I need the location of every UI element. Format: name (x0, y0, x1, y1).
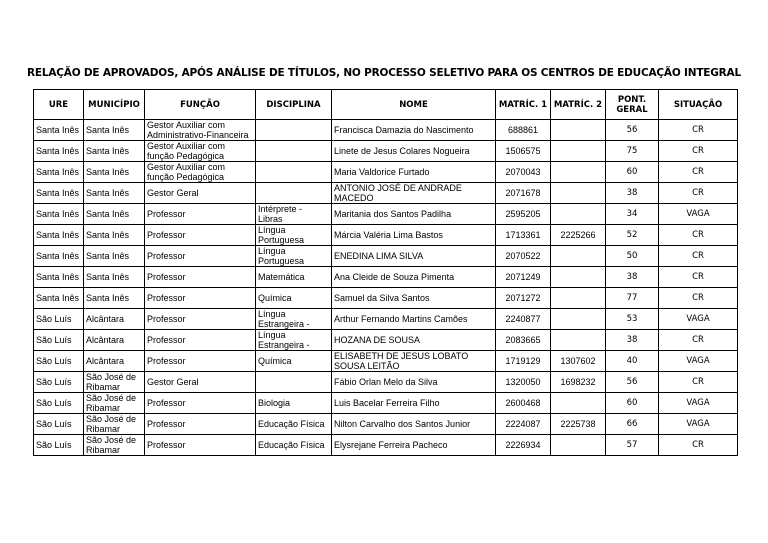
cell-disciplina (256, 372, 332, 393)
cell-disciplina: Química (256, 288, 332, 309)
cell-matric-1: 2070522 (496, 246, 551, 267)
cell-disciplina: Educação Física (256, 435, 332, 456)
table-row (34, 267, 738, 288)
cell-disciplina: Química (256, 351, 332, 372)
cell-pont-geral: 60 (606, 393, 659, 414)
cell-pont-geral: 38 (606, 183, 659, 204)
cell-matric-2 (551, 393, 606, 414)
cell-ure: Santa Inês (34, 267, 84, 288)
cell-nome: ENEDINA LIMA SILVA (332, 246, 496, 267)
cell-situacao: CR (659, 225, 738, 246)
cell-municipio: Santa Inês (84, 288, 145, 309)
col-header-matric-1: MATRÍC. 1 (496, 90, 551, 120)
cell-matric-1: 1506575 (496, 141, 551, 162)
table-row (34, 393, 738, 414)
cell-disciplina (256, 183, 332, 204)
cell-municipio: Santa Inês (84, 183, 145, 204)
cell-matric-1: 2224087 (496, 414, 551, 435)
cell-nome: ELISABETH DE JESUS LOBATO SOUSA LEITÃO (332, 351, 496, 372)
cell-ure: São Luís (34, 414, 84, 435)
table-body (34, 120, 738, 456)
table-row (34, 414, 738, 435)
table-row (34, 309, 738, 330)
cell-nome: Maritania dos Santos Padilha (332, 204, 496, 225)
cell-disciplina: Educação Física (256, 414, 332, 435)
table-row (34, 288, 738, 309)
cell-pont-geral: 50 (606, 246, 659, 267)
col-header-matric-2: MATRÍC. 2 (551, 90, 606, 120)
cell-funcao: Professor (145, 414, 256, 435)
cell-pont-geral: 56 (606, 120, 659, 141)
cell-disciplina: Língua Portuguesa (256, 225, 332, 246)
approved-table (33, 89, 738, 456)
cell-ure: São Luís (34, 393, 84, 414)
cell-pont-geral: 38 (606, 330, 659, 351)
cell-disciplina (256, 141, 332, 162)
cell-funcao: Professor (145, 330, 256, 351)
cell-matric-1: 1719129 (496, 351, 551, 372)
cell-funcao: Gestor Geral (145, 183, 256, 204)
cell-matric-1: 2226934 (496, 435, 551, 456)
table-row (34, 351, 738, 372)
cell-situacao: VAGA (659, 309, 738, 330)
cell-situacao: CR (659, 288, 738, 309)
cell-situacao: CR (659, 435, 738, 456)
table-row (34, 120, 738, 141)
header-row (34, 90, 738, 120)
cell-ure: Santa Inês (34, 225, 84, 246)
cell-situacao: CR (659, 267, 738, 288)
col-header-nome: NOME (332, 90, 496, 120)
cell-matric-1: 688861 (496, 120, 551, 141)
cell-municipio: Santa Inês (84, 120, 145, 141)
cell-disciplina (256, 120, 332, 141)
col-header-pont-geral: PONT. GERAL (606, 90, 659, 120)
cell-matric-1: 2071678 (496, 183, 551, 204)
cell-pont-geral: 52 (606, 225, 659, 246)
cell-situacao: VAGA (659, 393, 738, 414)
cell-municipio: Alcântara (84, 330, 145, 351)
cell-funcao: Professor (145, 246, 256, 267)
cell-situacao: CR (659, 141, 738, 162)
cell-ure: Santa Inês (34, 141, 84, 162)
col-header-municipio: MUNICÍPIO (84, 90, 145, 120)
cell-matric-1: 1713361 (496, 225, 551, 246)
cell-funcao: Professor (145, 204, 256, 225)
cell-situacao: CR (659, 246, 738, 267)
col-header-disciplina: DISCIPLINA (256, 90, 332, 120)
cell-matric-2 (551, 183, 606, 204)
cell-nome: Arthur Fernando Martins Camões (332, 309, 496, 330)
cell-situacao: CR (659, 120, 738, 141)
table-row (34, 162, 738, 183)
cell-disciplina: Língua Estrangeira - (256, 330, 332, 351)
cell-municipio: Santa Inês (84, 204, 145, 225)
cell-nome: Francisca Damazia do Nascimento (332, 120, 496, 141)
cell-municipio: Santa Inês (84, 162, 145, 183)
cell-matric-2 (551, 288, 606, 309)
cell-matric-1: 2071249 (496, 267, 551, 288)
cell-funcao: Gestor Geral (145, 372, 256, 393)
cell-pont-geral: 40 (606, 351, 659, 372)
cell-pont-geral: 53 (606, 309, 659, 330)
cell-situacao: CR (659, 330, 738, 351)
table-row (34, 183, 738, 204)
cell-ure: São Luís (34, 372, 84, 393)
table-row (34, 225, 738, 246)
cell-funcao: Professor (145, 435, 256, 456)
col-header-situacao: SITUAÇÃO (659, 90, 738, 120)
cell-funcao: Gestor Auxiliar com função Pedagógica (145, 141, 256, 162)
cell-disciplina: Intérprete - Libras (256, 204, 332, 225)
table-row (34, 372, 738, 393)
cell-matric-2 (551, 246, 606, 267)
cell-nome: Márcia Valéria Lima Bastos (332, 225, 496, 246)
cell-pont-geral: 34 (606, 204, 659, 225)
cell-matric-2 (551, 309, 606, 330)
cell-matric-1: 2070043 (496, 162, 551, 183)
cell-funcao: Professor (145, 267, 256, 288)
cell-matric-2: 2225738 (551, 414, 606, 435)
cell-nome: Maria Valdorice Furtado (332, 162, 496, 183)
cell-nome: HOZANA DE SOUSA (332, 330, 496, 351)
cell-municipio: Alcântara (84, 309, 145, 330)
cell-ure: São Luís (34, 309, 84, 330)
cell-nome: Elysrejane Ferreira Pacheco (332, 435, 496, 456)
cell-matric-1: 1320050 (496, 372, 551, 393)
cell-municipio: Alcântara (84, 351, 145, 372)
cell-situacao: CR (659, 162, 738, 183)
cell-nome: Fábio Orlan Melo da Silva (332, 372, 496, 393)
col-header-ure: URE (34, 90, 84, 120)
cell-ure: Santa Inês (34, 162, 84, 183)
cell-nome: Linete de Jesus Colares Nogueira (332, 141, 496, 162)
cell-ure: Santa Inês (34, 288, 84, 309)
cell-municipio: Santa Inês (84, 225, 145, 246)
cell-funcao: Professor (145, 288, 256, 309)
cell-ure: Santa Inês (34, 120, 84, 141)
col-header-funcao: FUNÇÃO (145, 90, 256, 120)
cell-disciplina: Biologia (256, 393, 332, 414)
cell-disciplina: Matemática (256, 267, 332, 288)
cell-pont-geral: 60 (606, 162, 659, 183)
cell-matric-1: 2600468 (496, 393, 551, 414)
cell-municipio: São José de Ribamar (84, 393, 145, 414)
cell-ure: São Luís (34, 435, 84, 456)
table-row (34, 204, 738, 225)
cell-municipio: Santa Inês (84, 267, 145, 288)
cell-pont-geral: 77 (606, 288, 659, 309)
cell-funcao: Professor (145, 351, 256, 372)
cell-municipio: São José de Ribamar (84, 372, 145, 393)
cell-matric-2 (551, 330, 606, 351)
cell-nome: Samuel da Silva Santos (332, 288, 496, 309)
page-title: RELAÇÃO DE APROVADOS, APÓS ANÁLISE DE TÍTULOS, NO PROCESSO SELETIVO PARA OS CENTROS DE EDUCAÇÃO INTEGRAL (27, 67, 741, 79)
table-row (34, 435, 738, 456)
cell-matric-2 (551, 204, 606, 225)
cell-municipio: Santa Inês (84, 246, 145, 267)
table-row (34, 246, 738, 267)
cell-disciplina (256, 162, 332, 183)
cell-pont-geral: 38 (606, 267, 659, 288)
cell-matric-2 (551, 162, 606, 183)
cell-funcao: Professor (145, 225, 256, 246)
cell-pont-geral: 57 (606, 435, 659, 456)
cell-pont-geral: 56 (606, 372, 659, 393)
cell-funcao: Professor (145, 309, 256, 330)
cell-pont-geral: 75 (606, 141, 659, 162)
cell-disciplina: Língua Portuguesa (256, 246, 332, 267)
cell-situacao: VAGA (659, 351, 738, 372)
cell-ure: Santa Inês (34, 183, 84, 204)
cell-nome: Nilton Carvalho dos Santos Junior (332, 414, 496, 435)
cell-matric-2: 1698232 (551, 372, 606, 393)
cell-ure: Santa Inês (34, 204, 84, 225)
table-row (34, 330, 738, 351)
cell-matric-2 (551, 120, 606, 141)
cell-matric-1: 2595205 (496, 204, 551, 225)
cell-nome: ANTONIO JOSÉ DE ANDRADE MACEDO (332, 183, 496, 204)
cell-municipio: Santa Inês (84, 141, 145, 162)
cell-funcao: Gestor Auxiliar com Administrativo-Financeira (145, 120, 256, 141)
cell-ure: São Luís (34, 330, 84, 351)
cell-matric-2: 1307602 (551, 351, 606, 372)
table-row (34, 141, 738, 162)
cell-matric-2 (551, 267, 606, 288)
cell-ure: São Luís (34, 351, 84, 372)
cell-situacao: CR (659, 372, 738, 393)
cell-matric-1: 2240877 (496, 309, 551, 330)
cell-situacao: VAGA (659, 204, 738, 225)
cell-nome: Ana Cleide de Souza Pimenta (332, 267, 496, 288)
cell-matric-1: 2083665 (496, 330, 551, 351)
cell-municipio: São José de Ribamar (84, 414, 145, 435)
cell-disciplina: Língua Estrangeira - (256, 309, 332, 330)
cell-municipio: São José de Ribamar (84, 435, 145, 456)
cell-funcao: Gestor Auxiliar com função Pedagógica (145, 162, 256, 183)
cell-pont-geral: 66 (606, 414, 659, 435)
cell-matric-2: 2225266 (551, 225, 606, 246)
cell-matric-1: 2071272 (496, 288, 551, 309)
cell-situacao: VAGA (659, 414, 738, 435)
cell-matric-2 (551, 141, 606, 162)
cell-matric-2 (551, 435, 606, 456)
cell-funcao: Professor (145, 393, 256, 414)
cell-nome: Luis Bacelar Ferreira Filho (332, 393, 496, 414)
cell-situacao: CR (659, 183, 738, 204)
cell-ure: Santa Inês (34, 246, 84, 267)
